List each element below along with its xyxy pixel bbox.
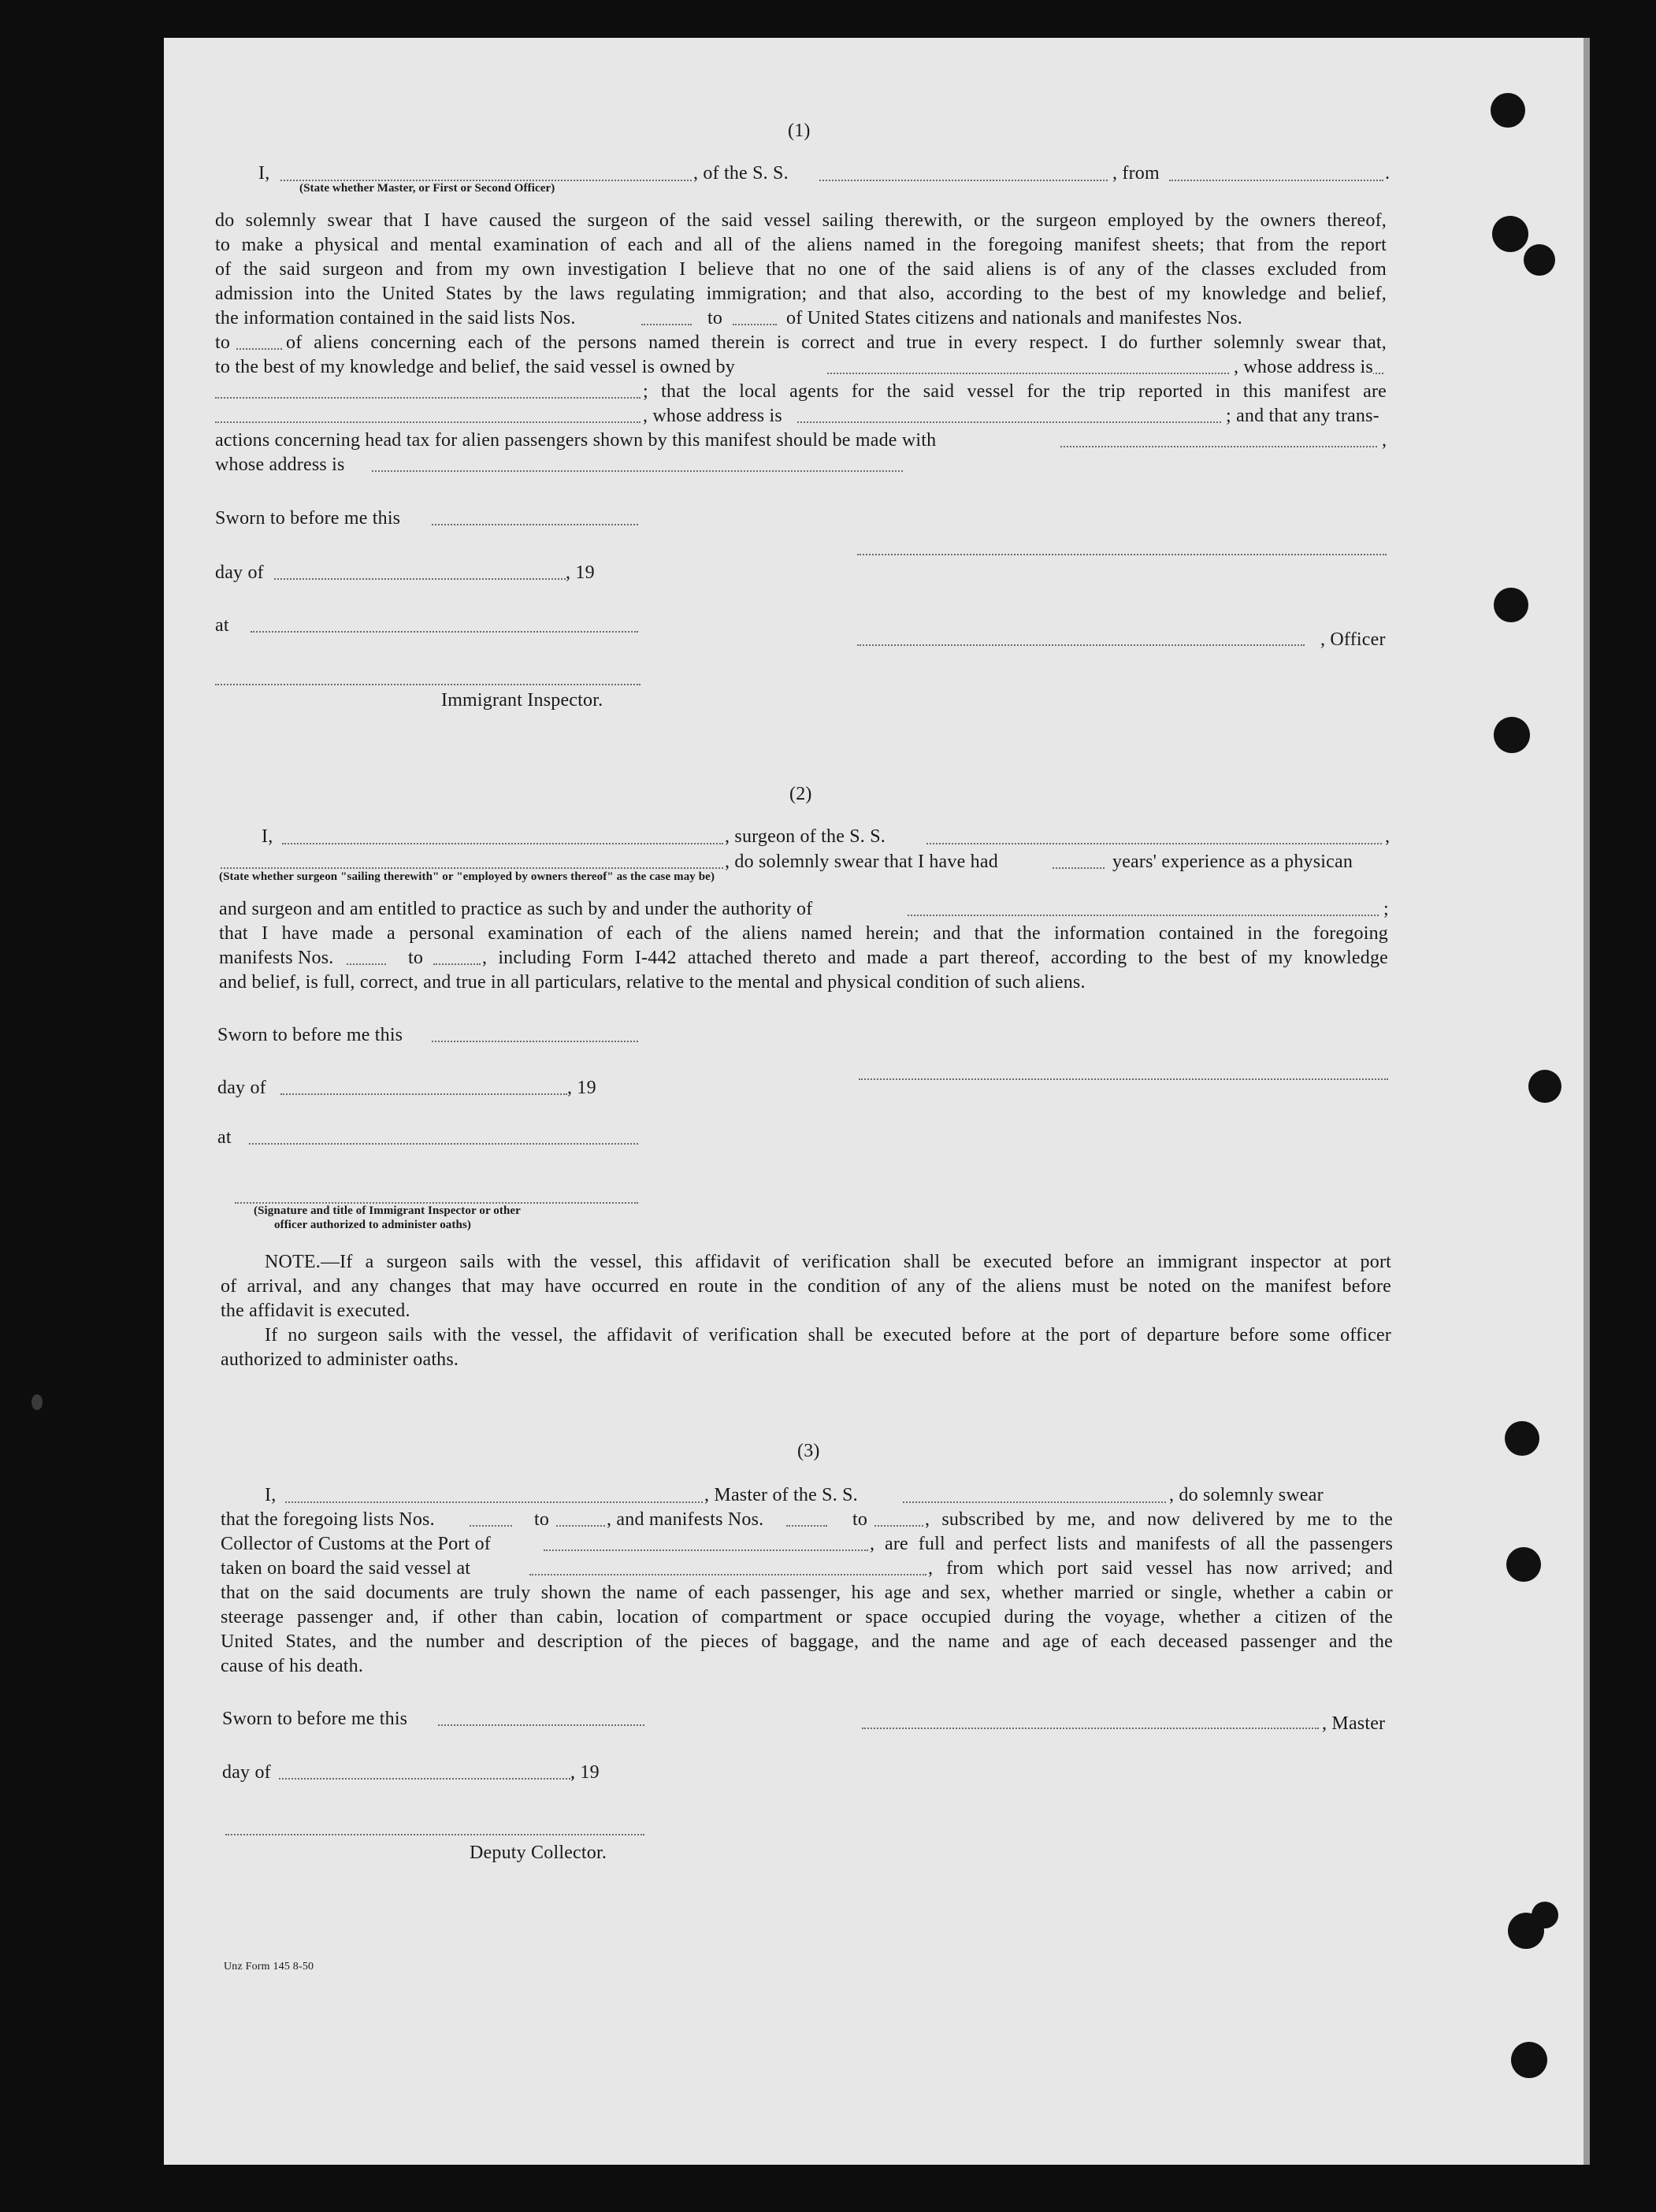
punch-hole [1511,2042,1547,2078]
surgeon-name-blank[interactable] [282,843,723,844]
s2-sig-note-1: (Signature and title of Immigrant Inspector or other [254,1204,521,1217]
s1-day-blank[interactable] [274,578,566,580]
s3-para-line: steerage passenger and, if other than cabin, location of compartment or space occupied during the voyage, whether a citizen of the [221,1607,1393,1627]
s1-day-of: day of [215,562,264,583]
s2-surgeon-of-ss: , surgeon of the S. S. [725,826,886,847]
punch-hole [1491,93,1525,128]
s3-master: , Master [1322,1713,1386,1734]
s3-day-of: day of [222,1762,271,1783]
punch-hole [1494,717,1530,753]
s3-lists-to: to [534,1509,550,1530]
s1-agents-text: ; that the local agents for the said vessel for the trip reported in this manifest are [643,381,1387,402]
s2-at: at [217,1127,232,1148]
s1-para-line: to make a physical and mental examination of each and all of the aliens named in the foregoing manifest sheets; that from the report [215,235,1387,255]
officer-name-blank[interactable] [280,180,692,181]
s1-officer-blank[interactable] [857,644,1305,646]
s3-para-line: cause of his death. [221,1656,364,1676]
s2-manifests-to: to [408,948,424,968]
s1-i: I, [258,163,270,184]
note-line: NOTE.—If a surgeon sails with the vessel, this affidavit of verification shall be executed before an immigrant inspector at port [265,1252,1391,1272]
s1-head-tax-text: actions concerning head tax for alien passengers shown by this manifest should be made with [215,430,937,451]
s1-agents-address-label: , whose address is [643,406,782,426]
s1-para-line: do solemnly swear that I have caused the surgeon of the said vessel sailing therewith, or the surgeon employed by the owners thereof, [215,210,1387,231]
s1-lists-to: to [707,308,723,328]
s2-inspector-signature-blank[interactable] [235,1202,638,1204]
s1-at-blank[interactable] [251,631,638,633]
s2-authority-text: and surgeon and am entitled to practice as such by and under the authority of [219,899,813,919]
s1-from-port-blank[interactable] [1169,180,1383,181]
s1-owner-address-blank[interactable] [215,397,640,399]
s1-at: at [215,615,229,636]
s1-transactions-text: ; and that any trans- [1226,406,1379,426]
s1-lists-to-blank[interactable] [733,324,777,325]
note-line: authorized to administer oaths. [221,1349,459,1370]
s3-collector-signature-blank[interactable] [225,1834,644,1835]
section-1-number: (1) [788,121,811,141]
s3-lists-from-blank[interactable] [470,1525,512,1527]
s2-manifests-from-blank[interactable] [347,963,386,965]
punch-hole [1524,244,1555,276]
s2-sworn-blank[interactable] [432,1041,638,1042]
s2-form-text: , including Form I-442 attached thereto and made a part thereof, according to the best of my knowledge [482,948,1388,968]
s1-from: , from [1112,163,1160,184]
s1-inspector: Immigrant Inspector. [441,690,603,711]
s2-surgeon-type-note: (State whether surgeon "sailing therewith" or "employed by owners thereof" as the case may be) [219,870,715,883]
s3-ship-name-blank[interactable] [903,1501,1166,1503]
s2-authority-end: ; [1383,899,1389,919]
s3-lists-to-blank[interactable] [556,1525,605,1527]
s3-arrived-text: , from which port said vessel has now arrived; and [928,1558,1393,1579]
s3-master-signature-blank[interactable] [862,1728,1319,1729]
s3-lists-label: that the foregoing lists Nos. [221,1509,435,1530]
s3-collector-text: Collector of Customs at the Port of [221,1534,491,1554]
s3-full-lists-text: , are full and perfect lists and manifests of all the passengers [870,1534,1393,1554]
years-experience-blank[interactable] [1053,867,1105,869]
punch-hole [1505,1421,1539,1456]
s3-swear: , do solemnly swear [1169,1485,1324,1505]
s1-ship-name-blank[interactable] [819,180,1108,181]
note-line: the affidavit is executed. [221,1301,410,1321]
s2-authority-blank[interactable] [908,915,1379,916]
s1-manifests-to: to [215,332,231,353]
s1-para-line: of aliens concerning each of the persons named therein is correct and true in every respect. I do further solemnly swear that, [286,332,1387,353]
s2-signature-blank[interactable] [859,1078,1388,1080]
s1-of-ss: , of the S. S. [693,163,789,184]
s1-sworn-blank[interactable] [432,524,638,525]
note-line: If no surgeon sails with the vessel, the affidavit of verification shall be executed before at the port of departure before some officer [265,1325,1391,1345]
s1-lists-label: the information contained in the said lists Nos. [215,308,576,328]
s1-para-line: admission into the United States by the laws regulating immigration; and that also, according to the best of my knowledge and belief, [215,284,1387,304]
s2-day-of: day of [217,1078,266,1098]
punch-hole [1492,216,1528,252]
s3-deputy-collector: Deputy Collector. [470,1843,607,1863]
s3-day-blank[interactable] [279,1778,574,1780]
section-2-number: (2) [789,784,812,804]
s1-manifests-to-blank[interactable] [236,348,282,350]
s2-at-blank[interactable] [249,1143,638,1145]
s2-para-line: and belief, is full, correct, and true in all particulars, relative to the mental and physical condition of such aliens. [219,972,1086,993]
s3-para-line: that on the said documents are truly shown the name of each passenger, his age and sex, whether married or single, whether a cabin or [221,1583,1393,1603]
s1-head-tax-blank[interactable] [1060,446,1377,447]
form-number: Unz Form 145 8-50 [224,1961,314,1973]
s3-manifests-to: to [852,1509,868,1530]
s1-head-tax-address-blank[interactable] [372,470,903,472]
s3-manifests-label: , and manifests Nos. [607,1509,764,1530]
s3-manifests-from-blank[interactable] [786,1525,827,1527]
s1-officer-note: (State whether Master, or First or Second Officer) [299,182,555,195]
s3-sworn-blank[interactable] [438,1724,644,1726]
s1-lists-from-blank[interactable] [641,324,692,325]
s1-inspector-blank[interactable] [215,684,640,685]
s3-para-line: United States, and the number and description of the pieces of baggage, and the name and age of each deceased passenger and the [221,1631,1393,1652]
s1-citizens-text: of United States citizens and nationals and manifestes Nos. [786,308,1242,328]
s1-owner-address-label: , whose address is [1231,358,1373,377]
s1-line1-end: . [1385,163,1391,184]
s2-ship-name-blank[interactable] [926,843,1382,844]
s2-line1-end: , [1385,826,1391,847]
s1-whose-address: whose address is [215,455,345,475]
s2-manifests-to-blank[interactable] [433,963,481,965]
punch-hole [1528,1070,1561,1103]
s1-year: , 19 [566,562,595,583]
s1-para-line: of the said surgeon and from my own investigation I believe that no one of the said aliens is of any of the classes excluded from [215,259,1387,280]
s3-i: I, [265,1485,277,1505]
s2-sworn: Sworn to before me this [217,1025,403,1045]
s1-signature-blank[interactable] [857,554,1387,555]
s3-port-taken-blank[interactable] [529,1574,926,1575]
s3-year: , 19 [570,1762,600,1783]
s3-master-of-ss: , Master of the S. S. [704,1485,858,1505]
s2-year: , 19 [567,1078,596,1098]
s2-sig-note-2: officer authorized to administer oaths) [274,1219,471,1231]
s3-port-blank[interactable] [544,1550,868,1551]
s2-swear-text: , do solemnly swear that I have had [725,852,998,872]
s2-manifests-label: manifests Nos. [219,948,334,968]
section-3-number: (3) [797,1441,820,1461]
punch-hole [1532,1902,1558,1928]
manifest-verification-form [164,38,1590,2165]
s2-i: I, [262,826,273,847]
surgeon-type-blank[interactable] [221,867,723,869]
s3-subscribed-text: , subscribed by me, and now delivered by me to the [925,1509,1393,1530]
s3-manifests-to-blank[interactable] [874,1525,923,1527]
s2-para-line: that I have made a personal examination of each of the aliens named herein; and that the information contained in the foregoing [219,923,1388,944]
s2-day-blank[interactable] [280,1093,567,1095]
s1-sworn: Sworn to before me this [215,508,401,529]
s1-agents-blank[interactable] [215,421,640,423]
note-line: of arrival, and any changes that may have occurred en route in the condition of any of the aliens must be noted on the manifest before [221,1276,1391,1297]
punch-hole [1506,1547,1541,1582]
edge-mark [32,1394,43,1410]
s1-head-tax-comma: , [1382,430,1387,451]
s1-agents-address-blank[interactable] [797,421,1221,423]
s3-taken-text: taken on board the said vessel at [221,1558,471,1579]
punch-hole [1494,588,1528,622]
s2-years-text: years' experience as a physican [1112,852,1353,872]
s3-sworn: Sworn to before me this [222,1709,408,1729]
master-name-blank[interactable] [285,1501,703,1503]
s1-officer: , Officer [1320,629,1386,650]
s1-owned-by: to the best of my knowledge and belief, the said vessel is owned by [215,357,735,377]
